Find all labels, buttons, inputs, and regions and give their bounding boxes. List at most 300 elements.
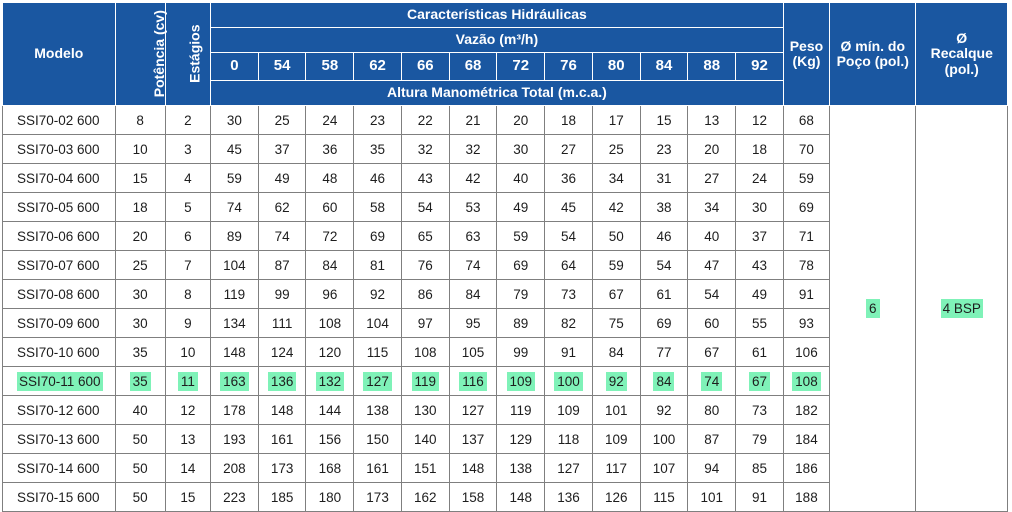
cell-poco-min: [830, 106, 916, 512]
cell-modelo-value: SSI70-03 600: [17, 141, 100, 157]
cell-altura-value: 25: [608, 141, 624, 157]
table-body: [3, 106, 1008, 512]
cell-estagios-value: 13: [180, 431, 196, 447]
cell-estagios: [165, 454, 210, 483]
cell-altura-value: 158: [461, 489, 485, 505]
cell-altura-value: 54: [656, 257, 672, 273]
cell-peso: [783, 135, 829, 164]
cell-altura-value: 75: [608, 315, 624, 331]
cell-altura: [545, 135, 593, 164]
cell-estagios-value: 12: [180, 402, 196, 418]
cell-altura: [736, 425, 784, 454]
cell-altura-value: 150: [366, 431, 389, 447]
cell-altura: [211, 193, 259, 222]
cell-recalque-value: 4 BSP: [942, 301, 981, 316]
header-caracteristicas: Características Hidráulicas: [211, 3, 784, 28]
header-recalque-line2: Recalque: [930, 45, 993, 62]
cell-altura: [258, 106, 306, 135]
cell-altura-value: 87: [274, 257, 290, 273]
cell-altura: [640, 338, 688, 367]
cell-potencia-value: 50: [132, 489, 148, 505]
cell-altura-value: 85: [751, 460, 767, 476]
cell-altura: [497, 309, 545, 338]
cell-altura-value: 23: [370, 112, 386, 128]
cell-altura-value: 95: [465, 315, 481, 331]
header-flow-value: 72: [497, 53, 545, 81]
cell-altura: [354, 309, 402, 338]
cell-altura-value: 120: [318, 344, 342, 360]
cell-estagios-value: 10: [180, 344, 196, 360]
cell-altura: [258, 338, 306, 367]
cell-altura: [497, 338, 545, 367]
cell-altura: [736, 483, 784, 512]
cell-estagios: [165, 367, 210, 396]
cell-altura: [354, 193, 402, 222]
cell-altura-value: 76: [417, 257, 433, 273]
cell-altura-value: 115: [366, 344, 389, 360]
cell-altura-value: 140: [414, 431, 437, 447]
cell-modelo: [3, 222, 116, 251]
cell-potencia: [115, 193, 165, 222]
cell-altura-value: 86: [417, 286, 433, 302]
cell-altura: [354, 396, 402, 425]
cell-altura-value: 49: [513, 199, 529, 215]
cell-altura-value: 74: [465, 257, 481, 273]
cell-altura-value: 69: [513, 257, 529, 273]
header-modelo: Modelo: [3, 3, 116, 106]
cell-altura-value: 138: [366, 402, 389, 418]
cell-altura: [545, 367, 593, 396]
cell-altura: [497, 367, 545, 396]
header-flow-value: 0: [211, 53, 259, 81]
cell-altura-value: 81: [370, 257, 386, 273]
cell-modelo: [3, 251, 116, 280]
cell-altura-value: 91: [560, 344, 577, 360]
cell-modelo-value: SSI70-15 600: [17, 489, 100, 505]
cell-altura-value: 79: [751, 431, 767, 447]
cell-estagios: [165, 164, 210, 193]
cell-altura: [688, 135, 736, 164]
cell-potencia-value: 10: [132, 141, 148, 157]
cell-modelo: [3, 483, 116, 512]
cell-potencia-value: 30: [132, 315, 148, 331]
cell-altura: [401, 280, 449, 309]
cell-altura-value: 18: [751, 141, 767, 157]
cell-altura: [211, 425, 259, 454]
cell-altura-value: 130: [414, 402, 437, 418]
cell-altura-value: 129: [509, 431, 533, 447]
cell-peso: [783, 251, 829, 280]
cell-altura: [211, 135, 259, 164]
header-flow-value: 62: [354, 53, 402, 81]
cell-altura: [211, 164, 259, 193]
cell-altura: [736, 280, 784, 309]
cell-altura: [640, 193, 688, 222]
cell-altura: [688, 251, 736, 280]
cell-peso-value: 93: [798, 315, 814, 331]
cell-modelo-value: SSI70-02 600: [17, 112, 100, 128]
cell-estagios-value: 4: [184, 170, 192, 186]
cell-altura-value: 96: [322, 286, 338, 302]
cell-altura: [592, 106, 640, 135]
cell-modelo-value: SSI70-13 600: [17, 431, 100, 447]
cell-altura: [592, 135, 640, 164]
cell-altura: [354, 425, 402, 454]
header-peso-line2: (Kg): [792, 53, 821, 69]
cell-altura: [640, 396, 688, 425]
cell-altura: [258, 164, 306, 193]
cell-altura: [449, 309, 497, 338]
cell-altura-value: 144: [318, 402, 342, 418]
cell-potencia: [115, 483, 165, 512]
cell-altura: [449, 164, 497, 193]
cell-altura-value: 178: [223, 402, 246, 418]
cell-altura: [211, 338, 259, 367]
cell-altura: [306, 367, 354, 396]
cell-potencia-value: 18: [132, 199, 148, 215]
cell-altura: [497, 454, 545, 483]
cell-altura: [211, 396, 259, 425]
cell-altura-value: 69: [656, 315, 672, 331]
cell-altura-value: 108: [318, 315, 342, 331]
cell-altura: [688, 338, 736, 367]
cell-estagios-value: 5: [184, 199, 192, 215]
cell-altura: [354, 338, 402, 367]
cell-altura: [449, 135, 497, 164]
cell-altura: [306, 106, 354, 135]
cell-altura: [545, 251, 593, 280]
cell-altura: [592, 367, 640, 396]
cell-altura: [449, 483, 497, 512]
cell-potencia-value: 50: [132, 460, 148, 476]
cell-altura-value: 118: [557, 431, 580, 447]
header-poco-line1: Ø mín. do: [840, 37, 906, 54]
cell-altura: [306, 483, 354, 512]
cell-potencia-value: 35: [130, 372, 151, 391]
cell-altura-value: 173: [270, 460, 294, 476]
cell-altura-value: 65: [417, 228, 433, 244]
cell-altura-value: 35: [370, 141, 386, 157]
cell-peso: [783, 367, 829, 396]
cell-altura: [401, 425, 449, 454]
cell-altura: [736, 193, 784, 222]
cell-peso-value: 186: [795, 460, 818, 476]
cell-altura: [497, 193, 545, 222]
cell-altura: [640, 425, 688, 454]
cell-potencia: [115, 367, 165, 396]
cell-potencia-value: 35: [132, 344, 148, 360]
cell-potencia: [115, 309, 165, 338]
cell-altura-value: 74: [274, 228, 290, 244]
cell-altura: [592, 251, 640, 280]
cell-altura: [211, 309, 259, 338]
cell-altura-value: 30: [751, 199, 767, 215]
cell-altura: [401, 193, 449, 222]
cell-potencia-value: 25: [132, 257, 148, 273]
cell-altura: [592, 309, 640, 338]
cell-altura-value: 18: [560, 112, 577, 128]
cell-altura-value: 151: [414, 460, 437, 476]
cell-altura-value: 58: [370, 199, 386, 215]
cell-altura: [592, 164, 640, 193]
cell-altura-value: 161: [366, 460, 389, 476]
cell-altura-value: 64: [560, 257, 577, 273]
header-flow-value: 58: [306, 53, 354, 81]
cell-altura-value: 27: [560, 141, 577, 157]
header-flow-value: 80: [592, 53, 640, 81]
cell-altura: [688, 454, 736, 483]
cell-altura-value: 20: [513, 112, 529, 128]
cell-peso: [783, 222, 829, 251]
cell-modelo: [3, 193, 116, 222]
cell-altura: [736, 396, 784, 425]
cell-altura-value: 40: [513, 170, 529, 186]
cell-altura: [640, 106, 688, 135]
cell-altura-value: 42: [465, 170, 481, 186]
cell-estagios-value: 11: [178, 372, 198, 391]
cell-altura-value: 119: [510, 402, 532, 418]
cell-altura: [545, 280, 593, 309]
cell-altura-value: 136: [268, 372, 297, 391]
cell-altura-value: 67: [704, 344, 720, 360]
header-flow-value: 68: [449, 53, 497, 81]
cell-altura-value: 126: [604, 489, 628, 505]
cell-altura: [211, 367, 259, 396]
cell-altura: [401, 454, 449, 483]
cell-altura-value: 43: [751, 257, 767, 273]
cell-altura-value: 63: [465, 228, 481, 244]
header-flow-value: 54: [258, 53, 306, 81]
cell-altura-value: 42: [608, 199, 624, 215]
cell-altura: [306, 251, 354, 280]
cell-altura-value: 25: [274, 112, 290, 128]
cell-altura-value: 84: [653, 372, 674, 391]
cell-altura-value: 82: [560, 315, 577, 331]
cell-altura: [306, 280, 354, 309]
cell-altura-value: 99: [513, 344, 529, 360]
cell-estagios: [165, 280, 210, 309]
cell-altura: [401, 222, 449, 251]
cell-altura-value: 109: [507, 372, 536, 391]
cell-altura-value: 99: [274, 286, 290, 302]
cell-altura-value: 108: [414, 344, 437, 360]
cell-altura-value: 40: [704, 228, 720, 244]
cell-altura: [401, 164, 449, 193]
cell-altura-value: 53: [465, 199, 481, 215]
cell-altura: [497, 106, 545, 135]
cell-altura-value: 185: [270, 489, 294, 505]
cell-altura: [545, 338, 593, 367]
cell-estagios: [165, 106, 210, 135]
cell-altura: [592, 338, 640, 367]
cell-peso: [783, 280, 829, 309]
cell-altura: [306, 135, 354, 164]
cell-altura-value: 20: [704, 141, 720, 157]
cell-altura: [640, 454, 688, 483]
cell-potencia: [115, 135, 165, 164]
cell-altura-value: 32: [465, 141, 481, 157]
cell-altura-value: 67: [749, 372, 770, 391]
table-row: [3, 106, 1008, 135]
cell-modelo-value: SSI70-11 600: [19, 373, 101, 389]
cell-altura: [545, 193, 593, 222]
cell-altura: [497, 135, 545, 164]
header-peso: [783, 3, 829, 106]
cell-estagios-value: 8: [184, 286, 192, 302]
cell-altura: [211, 222, 259, 251]
cell-altura: [497, 280, 545, 309]
cell-altura: [258, 396, 306, 425]
cell-modelo: [3, 280, 116, 309]
header-potencia-label: Potência (cv): [150, 10, 167, 98]
cell-estagios: [165, 396, 210, 425]
cell-altura-value: 79: [513, 286, 529, 302]
cell-peso: [783, 309, 829, 338]
cell-altura: [401, 251, 449, 280]
cell-altura-value: 148: [223, 344, 246, 360]
cell-altura: [258, 483, 306, 512]
cell-altura-value: 97: [417, 315, 433, 331]
cell-altura-value: 47: [704, 257, 720, 273]
cell-modelo: [3, 338, 116, 367]
cell-altura-value: 74: [701, 372, 722, 391]
cell-altura: [354, 454, 402, 483]
cell-altura-value: 127: [363, 372, 392, 391]
cell-altura: [545, 309, 593, 338]
cell-altura-value: 148: [270, 402, 294, 418]
cell-altura-value: 49: [274, 170, 290, 186]
cell-altura: [449, 338, 497, 367]
cell-altura-value: 77: [656, 344, 672, 360]
cell-estagios-value: 15: [180, 489, 196, 505]
cell-altura-value: 37: [751, 228, 767, 244]
cell-altura-value: 119: [223, 286, 246, 302]
cell-altura: [592, 396, 640, 425]
cell-altura-value: 69: [370, 228, 386, 244]
cell-potencia: [115, 280, 165, 309]
cell-altura-value: 156: [318, 431, 342, 447]
cell-altura: [592, 454, 640, 483]
cell-modelo-value: SSI70-12 600: [17, 402, 100, 418]
cell-altura-value: 137: [461, 431, 485, 447]
cell-altura-value: 61: [656, 286, 672, 302]
cell-altura-value: 24: [751, 170, 767, 186]
cell-altura: [688, 425, 736, 454]
cell-altura: [640, 280, 688, 309]
cell-altura: [688, 106, 736, 135]
cell-altura-value: 80: [704, 402, 720, 418]
cell-altura: [449, 106, 497, 135]
cell-altura-value: 60: [322, 199, 338, 215]
cell-altura-value: 107: [652, 460, 676, 476]
cell-modelo-value: SSI70-05 600: [17, 199, 100, 215]
cell-altura-value: 100: [652, 431, 676, 447]
cell-potencia-value: 8: [136, 112, 144, 128]
cell-altura: [545, 396, 593, 425]
cell-estagios-value: 14: [180, 460, 196, 476]
cell-altura: [306, 222, 354, 251]
cell-modelo: [3, 135, 116, 164]
cell-altura: [545, 106, 593, 135]
cell-altura-value: 15: [656, 112, 672, 128]
cell-modelo-value: SSI70-06 600: [17, 228, 100, 244]
cell-estagios: [165, 193, 210, 222]
cell-modelo: [3, 164, 116, 193]
cell-altura: [497, 483, 545, 512]
cell-altura: [354, 251, 402, 280]
cell-altura: [401, 338, 449, 367]
cell-altura: [640, 367, 688, 396]
cell-altura: [736, 222, 784, 251]
cell-altura-value: 94: [704, 460, 720, 476]
cell-altura-value: 21: [465, 112, 481, 128]
cell-altura-value: 59: [513, 228, 529, 244]
cell-altura-value: 173: [366, 489, 389, 505]
cell-altura-value: 92: [656, 402, 672, 418]
cell-altura: [736, 367, 784, 396]
cell-altura-value: 116: [459, 372, 487, 391]
header-peso-line1: Peso: [789, 37, 824, 54]
cell-altura: [640, 309, 688, 338]
cell-altura-value: 59: [226, 170, 242, 186]
cell-peso-value: 70: [798, 141, 814, 157]
cell-estagios-value: 2: [184, 112, 192, 128]
cell-altura: [545, 483, 593, 512]
cell-altura-value: 127: [461, 402, 485, 418]
cell-modelo: [3, 425, 116, 454]
cell-altura-value: 100: [554, 372, 583, 391]
cell-altura: [258, 425, 306, 454]
cell-altura: [306, 396, 354, 425]
cell-peso-value: 188: [795, 489, 818, 505]
cell-altura: [401, 309, 449, 338]
cell-potencia: [115, 106, 165, 135]
cell-altura-value: 36: [322, 141, 338, 157]
cell-potencia: [115, 454, 165, 483]
cell-altura: [306, 309, 354, 338]
cell-altura: [736, 106, 784, 135]
cell-altura-value: 193: [223, 431, 246, 447]
cell-altura-value: 84: [608, 344, 624, 360]
cell-potencia-value: 20: [132, 228, 148, 244]
cell-modelo-value: SSI70-10 600: [17, 344, 100, 360]
cell-estagios: [165, 309, 210, 338]
cell-altura-value: 148: [461, 460, 485, 476]
cell-altura-value: 84: [465, 286, 481, 302]
header-altura: Altura Manométrica Total (m.c.a.): [211, 81, 784, 106]
cell-altura-value: 119: [412, 372, 440, 391]
cell-peso-value: 68: [798, 112, 814, 128]
cell-altura-value: 101: [604, 402, 628, 418]
cell-altura-value: 136: [557, 489, 580, 505]
cell-altura: [497, 164, 545, 193]
cell-altura: [306, 425, 354, 454]
cell-altura-value: 34: [704, 199, 720, 215]
cell-altura-value: 67: [608, 286, 624, 302]
cell-modelo-value: SSI70-04 600: [17, 170, 100, 186]
cell-potencia: [115, 164, 165, 193]
cell-modelo: [3, 454, 116, 483]
cell-altura: [497, 425, 545, 454]
cell-altura-value: 54: [704, 286, 720, 302]
cell-altura: [688, 483, 736, 512]
cell-altura: [688, 367, 736, 396]
cell-altura: [592, 222, 640, 251]
cell-potencia-value: 15: [132, 170, 148, 186]
cell-altura-value: 72: [322, 228, 338, 244]
cell-altura: [258, 135, 306, 164]
cell-altura-value: 48: [322, 170, 338, 186]
